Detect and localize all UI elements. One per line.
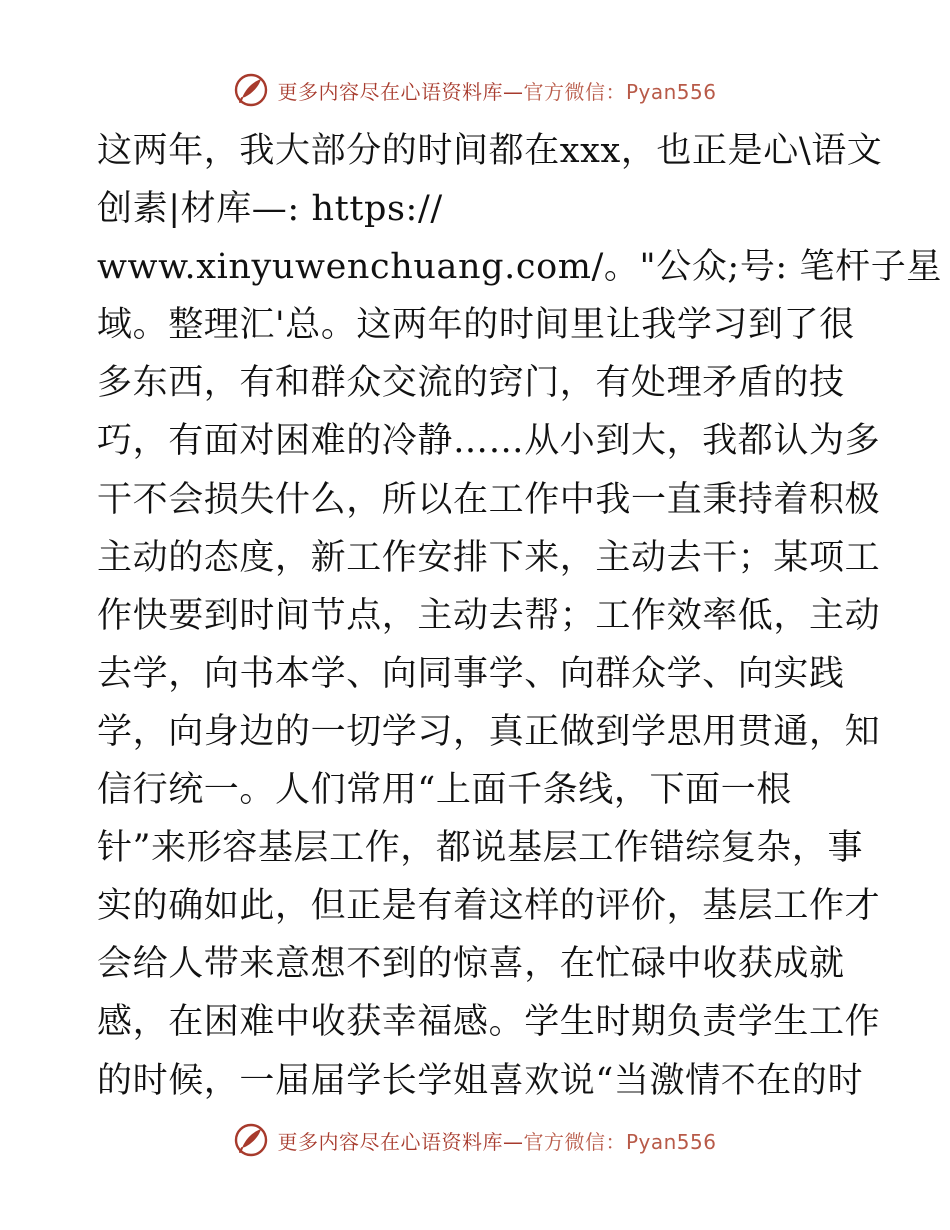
- header-banner: [0, 68, 950, 112]
- body-line: 主动的态度，新工作安排下来，主动去干；某项工: [97, 537, 881, 578]
- banner-text: 更多内容尽在心语资料库: [277, 1129, 503, 1154]
- body-line: 感，在困难中收获幸福感。学生时期负责学生工作: [97, 1002, 881, 1043]
- body-line: 作快要到时间节点，主动去帮；工作效率低，主动: [97, 595, 881, 636]
- body-line: 这两年，我大部分的时间都在xxx，也正是心\语文: [97, 131, 883, 171]
- document-body: [97, 122, 942, 1110]
- body-line: 会给人带来意想不到的惊喜，在忙碌中收获成就: [97, 944, 845, 985]
- body-line: 学，向身边的一切学习，真正做到学思用贯通，知: [97, 711, 881, 752]
- body-line: www.xinyuwenchuang.com/。"公众;号: 笔杆子星: [97, 247, 942, 288]
- banner-text: 更多内容尽在心语资料库: [277, 79, 503, 104]
- banner-wechat: 官方微信：Pyan556: [523, 1129, 717, 1154]
- body-line: 创素|材库—: https://: [97, 189, 443, 230]
- body-line: 实的确如此，但正是有着这样的评价，基层工作才: [97, 886, 881, 927]
- banner-separator: —: [502, 79, 524, 104]
- body-line: 域。整理汇'总。这两年的时间里让我学习到了很: [97, 305, 855, 346]
- banner-wechat: 官方微信：Pyan556: [523, 79, 717, 104]
- body-line: 信行统一。人们常用“上面千条线，下面一根: [97, 770, 792, 811]
- footer-banner: [0, 1118, 950, 1162]
- body-line: 干不会损失什么，所以在工作中我一直秉持着积极: [97, 479, 881, 520]
- banner-separator: —: [502, 1129, 524, 1154]
- body-line: 针”来形容基层工作，都说基层工作错综复杂，事: [97, 828, 864, 869]
- body-line: 多东西，有和群众交流的窍门，有处理矛盾的技: [97, 363, 845, 404]
- body-line: 的时候，一届届学长学姐喜欢说“当激情不在的时: [97, 1060, 864, 1101]
- quill-logo-icon: [233, 1122, 269, 1158]
- body-line: 巧，有面对困难的冷静……从小到大，我都认为多: [97, 421, 881, 462]
- quill-logo-icon: [233, 72, 269, 108]
- body-line: 去学，向书本学、向同事学、向群众学、向实践: [97, 653, 845, 694]
